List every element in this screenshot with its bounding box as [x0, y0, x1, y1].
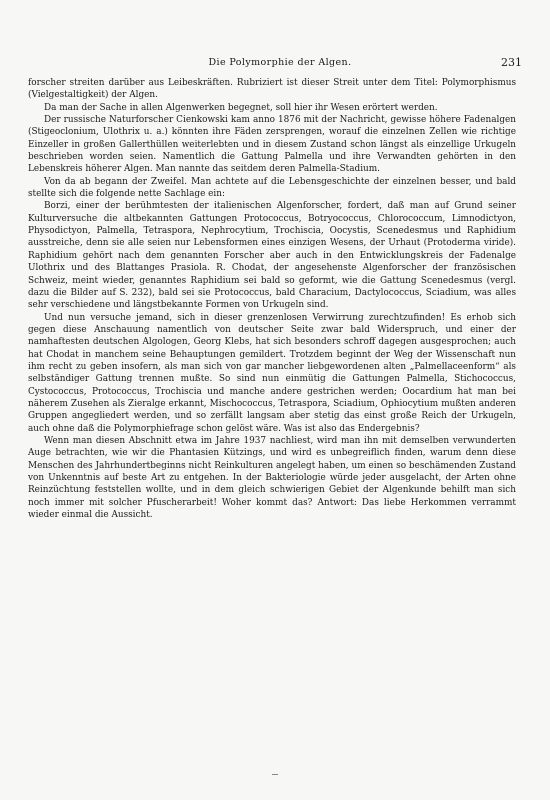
body-text	[28, 77, 516, 521]
paragraph: Da man der Sache in allen Algenwerken begegnet, soll hier ihr Wesen erörtert werden.	[44, 102, 438, 113]
paragraph: Borzi, einer der berühmtesten der italienischen Algenforscher, fordert, daß man auf Grund seiner Kulturversuche die altbekannten Gattungen Protococcus, Botryococcus, Chlorococcum, Limnodictyon, Physodictyon, Palmella, Tetraspora, Nephrocytium, Trochiscia, Oocystis, Scenedesmus und Raphidium ausstreiche, denn sie alle seien nur Lebensformen eines einzigen Wesens, der Urhaut (Protoderma viride). Raphidium gehört nach dem genannten Forscher aber auch in den Entwicklungskreis der Fadenalge Ulothrix und des Blattanges Prasiola. R. Chodat, der angesehenste Algenforscher der französischen Schweiz, meint wieder, genanntes Raphidium sei bald so geformt, wie die Gattung Scenedesmus (vergl. dazu die Bilder auf S. 232), bald sei sie Protococcus, bald Characium, Dactylococcus, Sciadium, was alles sehr verschiedene und längstbekannte Formen von Urkugeln sind.	[28, 201, 516, 311]
running-title: Die Polymorphie der Algen.	[208, 57, 352, 68]
paragraph: Wenn man diesen Abschnitt etwa im Jahre 1937 nachliest, wird man ihn mit demselben verwunderten Auge betrachten, wie wir die Phantasien Kützings, und wird es unbegreiflich finden, warum denn diese Menschen des Jahrhundertbeginns nicht Reinkulturen angelegt haben, um einen so beschämenden Zustand von Unkenntnis auf beste Art zu entgehen. In der Bakteriologie würde jeder ausgelacht, der Arten ohne Reinzüchtung feststellen wollte, und in dem gleich schwierigen Gebiet der Algenkunde behilft man sich noch immer mit solcher Pfuscherarbeit! Woher kommt das? Antwort: Das liebe Herkommen verrammt wieder einmal die Aussicht.	[28, 435, 516, 521]
paragraph: forscher streiten darüber aus Leibeskräften. Rubriziert ist dieser Streit unter dem Titel: Polymorphismus (Vielgestaltigkeit) der Algen.	[28, 78, 516, 101]
paragraph: Und nun versuche jemand, sich in dieser grenzenlosen Verwirrung zurechtzufinden! Es erhob sich gegen diese Anschauung namentlich von deutscher Seite zwar bald Widerspruch, und einer der namhaftesten deutschen Algologen, Georg Klebs, hat sich besonders schroff dagegen ausgesprochen; auch hat Chodat in manchem seine Behauptungen gemildert. Trotzdem beginnt der Weg der Wissenschaft nun ihm recht zu geben insofern, als man sich von gar mancher liebgewordenen alten „Palmellaceenform“ als selbständiger Gattung trennen mußte. So sind nun einmütig die Gattungen Palmella, Stichococcus, Cystococcus, Protococcus, Trochiscia und manche andere gestrichen werden; Oocardium hat man bei näherem Zusehen als Zieralge erkannt, Mischococcus, Tetraspora, Sciadium, Ophiocytium mußten anderen Gruppen angegliedert werden, und so zerfällt langsam aber stetig das einst große Reich der Urkugeln, auch ohne daß die Polymorphiefrage schon gelöst wäre. Was ist also das Endergebnis?	[28, 312, 516, 434]
paragraph: Der russische Naturforscher Cienkowski kam anno 1876 mit der Nachricht, gewisse höhere Fadenalgen (Stigeoclonium, Ulothrix u. a.) könnten ihre Fäden zersprengen, worauf die einzelnen Zellen wie richtige Einzeller in großen Gallerthüllen weiterlebten und in diesem Zustand schon längst als einzellige Urkugeln beschrieben worden seien. Namentlich die Gattung Palmella und ihre Verwandten gehörten in den Lebenskreis höherer Algen. Man nannte das seitdem deren Palmella-Stadium.	[28, 115, 516, 175]
paragraph: Von da ab begann der Zweifel. Man achtete auf die Lebensgeschichte der einzelnen besser, und bald stellte sich die folgende nette Sachlage ein:	[28, 176, 516, 200]
page-header	[30, 56, 530, 70]
print-mark	[272, 774, 278, 775]
page-number: 231	[501, 56, 522, 69]
